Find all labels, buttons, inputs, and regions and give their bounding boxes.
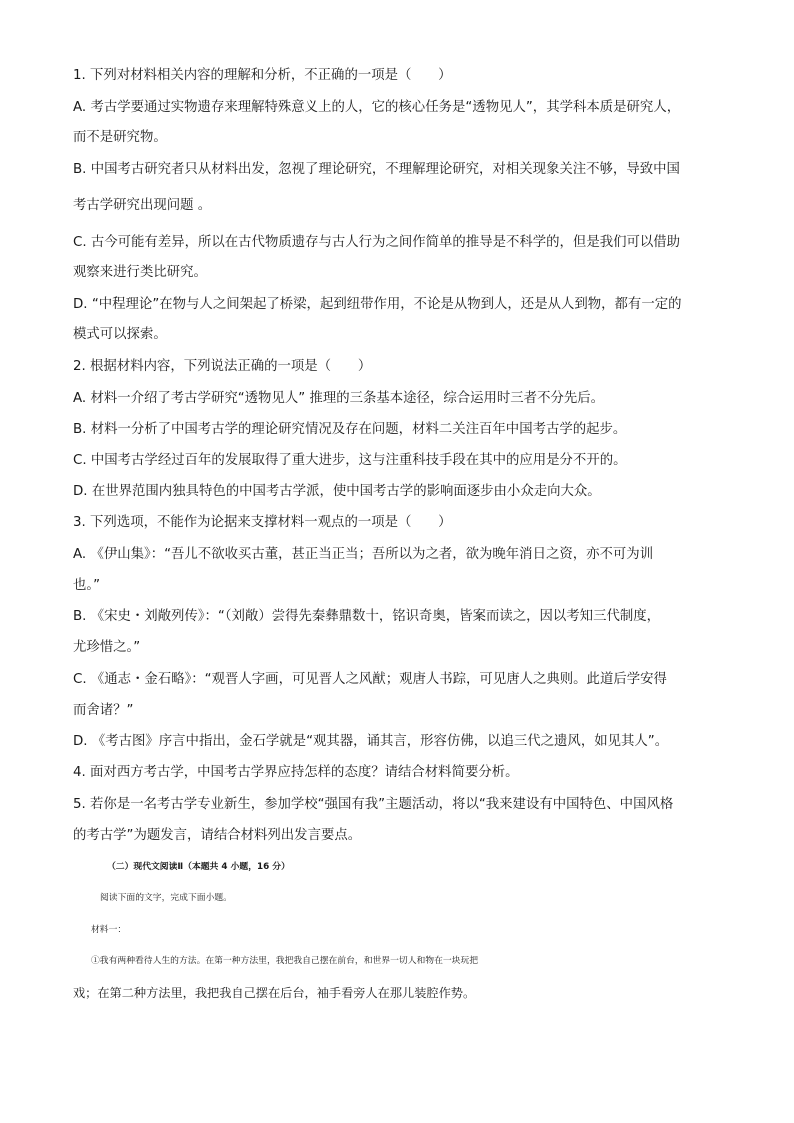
- question-1-option-d: D. “中程理论”在物与人之间架起了桥梁，起到纽带作用，不论是从物到人，还是从人到物，都有一定的: [73, 297, 682, 312]
- passage-line-2: 戏；在第二种方法里，我把我自己摆在后台，袖手看旁人在那儿装腔作势。: [73, 986, 476, 1000]
- question-1-option-c: C. 古今可能有差异，所以在古代物质遗存与古人行为之间作简单的推导是不科学的，但是我们可以借助: [73, 235, 681, 250]
- question-1-option-b: B. 中国考古研究者只从材料出发，忽视了理论研究，不理解理论研究，对相关现象关注不够，导致中国: [73, 162, 680, 177]
- question-3-stem: 3. 下列选项，不能作为论据来支撑材料一观点的一项是（ ）: [73, 515, 452, 530]
- question-1-option-a-cont: 而不是研究物。: [73, 130, 167, 145]
- question-3-option-a: A. 《伊山集》：“吾儿不欲收买古董，甚正当正当；吾所以为之者，欲为晚年消日之资，亦不可为训: [73, 547, 654, 562]
- reading-instruction: 阅读下面的文字，完成下面小题。: [100, 893, 232, 903]
- question-3-option-b-cont: 尤珍惜之。”: [73, 640, 141, 655]
- question-3-option-c: C. 《通志・金石略》：“观晋人字画，可见晋人之风猷；观唐人书踪，可见唐人之典则。此道后学安得: [73, 672, 667, 687]
- question-3-option-d: D. 《考古图》序言中指出，金石学就是“观其器，诵其言，形容仿佛，以追三代之遗风，如见其人”。: [73, 734, 669, 749]
- question-1-option-c-cont: 观察来进行类比研究。: [73, 265, 207, 280]
- material-label: 材料一：: [91, 925, 127, 935]
- question-2-option-a: A. 材料一介绍了考古学研究“透物见人” 推理的三条基本途径，综合运用时三者不分先后。: [73, 391, 605, 406]
- question-2-option-b: B. 材料一分析了中国考古学的理论研究情况及存在问题，材料二关注百年中国考古学的起步。: [73, 422, 627, 437]
- question-1-option-a: A. 考古学要通过实物遗存来理解特殊意义上的人，它的核心任务是“透物见人”，其学科本质是研究人，: [73, 100, 681, 115]
- passage-line-1: ①我有两种看待人生的方法。在第一种方法里，我把我自己摆在前台，和世界一切人和物在一块玩把: [91, 956, 479, 966]
- question-2-option-d: D. 在世界范围内独具特色的中国考古学派，使中国考古学的影响面逐步由小众走向大众。: [73, 484, 601, 499]
- question-3-option-c-cont: 而舍诸？”: [73, 703, 134, 718]
- question-3-option-b: B. 《宋史・刘敞列传》：“（刘敞）尝得先秦彝鼎数十，铭识奇奥，皆案而读之，因以考知三代制度，: [73, 609, 661, 624]
- question-3-option-a-cont: 也。”: [73, 578, 101, 593]
- question-1-stem: 1. 下列对材料相关内容的理解和分析，不正确的一项是（ ）: [73, 68, 452, 83]
- question-4-stem: 4. 面对西方考古学，中国考古学界应持怎样的态度？请结合材料简要分析。: [73, 765, 519, 780]
- section-heading: （二）现代文阅读Ⅱ（本题共 4 小题，16 分）: [107, 862, 290, 872]
- question-5-stem: 5. 若你是一名考古学专业新生，参加学校“强国有我”主题活动，将以“我来建设有中国特色、中国风格: [73, 797, 674, 812]
- question-2-option-c: C. 中国考古学经过百年的发展取得了重大进步，这与注重科技手段在其中的应用是分不开的。: [73, 453, 627, 468]
- question-1-option-b-cont: 考古学研究出现问题 。: [73, 198, 212, 213]
- question-1-option-d-cont: 模式可以探索。: [73, 327, 167, 342]
- question-5-stem-cont: 的考古学”为题发言，请结合材料列出发言要点。: [73, 828, 362, 843]
- question-2-stem: 2. 根据材料内容，下列说法正确的一项是（ ）: [73, 359, 372, 374]
